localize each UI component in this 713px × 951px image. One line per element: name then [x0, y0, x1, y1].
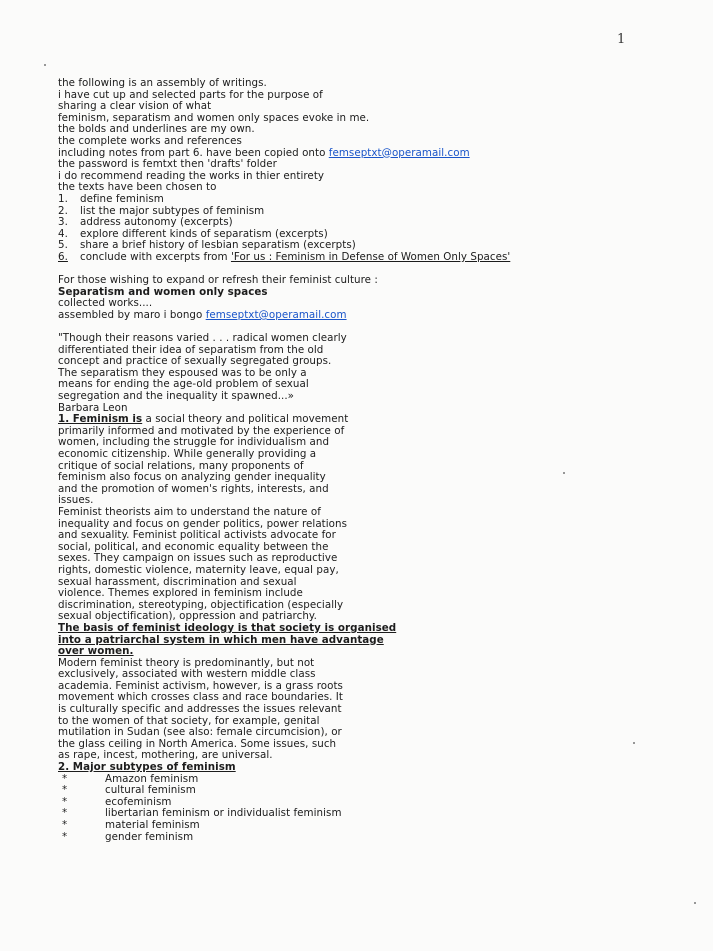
body-line: sexual harassment, discrimination and sexual [58, 575, 297, 588]
body-line: movement which crosses class and race boundaries. It [58, 691, 343, 704]
body-line: as rape, incest, mothering, are universal. [58, 749, 273, 762]
emphasis-line: The basis of feminist ideology is that society is organised [58, 621, 397, 634]
body-line: exclusively, associated with western middle class [58, 668, 316, 681]
intro-line: the bolds and underlines are my own. [58, 123, 255, 136]
body-line: Feminist theorists aim to understand the nature of [58, 505, 321, 518]
body-line: the glass ceiling in North America. Some issues, such [58, 737, 337, 750]
page-number: 1 [617, 32, 626, 47]
email-link[interactable]: femseptxt@operamail.com [328, 146, 470, 159]
quote-line: segregation and the inequality it spawned...» [58, 390, 295, 403]
body-line: to the women of that society, for example, genital [58, 714, 320, 727]
body-line: mutilation in Sudan (see also: female circumcision), or [58, 726, 342, 739]
list-number: 5. [58, 239, 68, 252]
bullet: * [62, 819, 68, 831]
body-line: Modern feminist theory is predominantly, but not [58, 656, 315, 669]
list-text: ecofeminism [105, 795, 172, 808]
body-line: violence. Themes explored in feminism include [58, 587, 303, 600]
email-link[interactable]: femseptxt@operamail.com [205, 308, 347, 321]
quote-line: differentiated their idea of separatism from the old [58, 343, 324, 356]
source-title-link: 'For us : Feminism in Defense of Women Only Spaces' [230, 250, 511, 263]
body-line: and sexuality. Feminist political activists advocate for [58, 529, 336, 542]
section-2 [58, 762, 538, 843]
intro-line: i have cut up and selected parts for the purpose of [58, 88, 323, 101]
header-text: assembled by maro i bongo [58, 308, 206, 321]
emphasis-line: over women. [58, 645, 134, 658]
intro-line: feminism, separatism and women only spaces evoke in me. [58, 111, 370, 124]
intro-line: the password is femtxt then 'drafts' folder [58, 158, 277, 171]
section-2-heading: 2. Major subtypes of feminism [58, 761, 236, 774]
header-line: collected works.... [58, 297, 153, 310]
body-line: is culturally specific and addresses the issues relevant [58, 703, 342, 716]
bullet: * [62, 784, 68, 797]
body-line: inequality and focus on gender politics, power relations [58, 517, 348, 530]
scan-speck [633, 742, 635, 744]
body-line: primarily informed and motivated by the experience of [58, 424, 345, 437]
list-number: 2. [58, 204, 68, 217]
body-line: sexual objectification), oppression and patriarchy. [58, 610, 317, 623]
section-1-heading: 1. Feminism is [58, 413, 143, 426]
list-text: share a brief history of lesbian separatism (excerpts) [80, 239, 356, 252]
body-line: and the promotion of women's rights, interests, and [58, 482, 329, 495]
list-text: define feminism [80, 192, 164, 205]
intro-text: including notes from part 6. have been copied onto [58, 146, 329, 159]
bullet: * [62, 830, 68, 843]
list-item [58, 252, 538, 264]
body-line: discrimination, stereotyping, objectification (especially [58, 598, 344, 611]
quote-author: Barbara Leon [58, 401, 128, 414]
list-text: gender feminism [105, 830, 194, 843]
list-number: 1. [58, 192, 68, 205]
scan-speck [694, 902, 696, 904]
body-line: women, including the struggle for individualism and [58, 436, 330, 449]
body-text: a social theory and political movement [142, 413, 349, 426]
body-line: feminism also focus on analyzing gender inequality [58, 471, 326, 484]
list-item [58, 832, 538, 844]
list-number: 3. [58, 216, 68, 229]
header-block [58, 275, 538, 321]
list-text: Amazon feminism [105, 772, 199, 785]
header-line-with-email [58, 310, 538, 322]
list-number: 6. [58, 250, 68, 263]
contents-list [58, 194, 538, 264]
document-title: Separatism and women only spaces [58, 285, 268, 298]
body-line: sexes. They campaign on issues such as reproductive [58, 552, 338, 565]
list-number: 4. [58, 227, 68, 240]
body-line: critique of social relations, many proponents of [58, 459, 304, 472]
intro-line: the following is an assembly of writings. [58, 77, 267, 89]
intro-block [58, 78, 538, 194]
quote-line: concept and practice of sexually segregated groups. [58, 355, 332, 368]
section-1 [58, 414, 538, 762]
intro-line: i do recommend reading the works in thier entirety [58, 169, 325, 182]
bullet: * [62, 795, 68, 808]
emphasis-line: into a patriarchal system in which men have advantage [58, 633, 384, 646]
list-text: explore different kinds of separatism (excerpts) [80, 227, 328, 240]
quote-line: means for ending the age-old problem of sexual [58, 378, 309, 391]
list-text: list the major subtypes of feminism [80, 204, 265, 217]
body-line: rights, domestic violence, maternity leave, equal pay, [58, 563, 339, 576]
list-text: address autonomy (excerpts) [80, 216, 233, 229]
intro-line: the texts have been chosen to [58, 181, 217, 194]
scan-speck [44, 64, 46, 66]
bullet: * [62, 807, 68, 820]
quote-block [58, 333, 538, 414]
body-line: academia. Feminist activism, however, is a grass roots [58, 679, 343, 692]
list-text: libertarian feminism or individualist feminism [105, 807, 342, 820]
header-line: For those wishing to expand or refresh their feminist culture : [58, 274, 378, 287]
quote-line: "Though their reasons varied . . . radical women clearly [58, 332, 347, 345]
intro-line: the complete works and references [58, 134, 242, 147]
body-line: issues. [58, 494, 94, 507]
bullet: * [62, 772, 68, 785]
scan-speck [563, 472, 565, 474]
document-body [58, 78, 538, 843]
quote-line: The separatism they espoused was to be only a [58, 366, 307, 379]
list-text: cultural feminism [105, 784, 196, 797]
body-line: social, political, and economic equality between the [58, 540, 329, 553]
list-text: material feminism [105, 819, 200, 831]
intro-line: sharing a clear vision of what [58, 100, 212, 113]
list-text: conclude with excerpts from [80, 250, 231, 263]
body-line: economic citizenship. While generally providing a [58, 448, 317, 460]
